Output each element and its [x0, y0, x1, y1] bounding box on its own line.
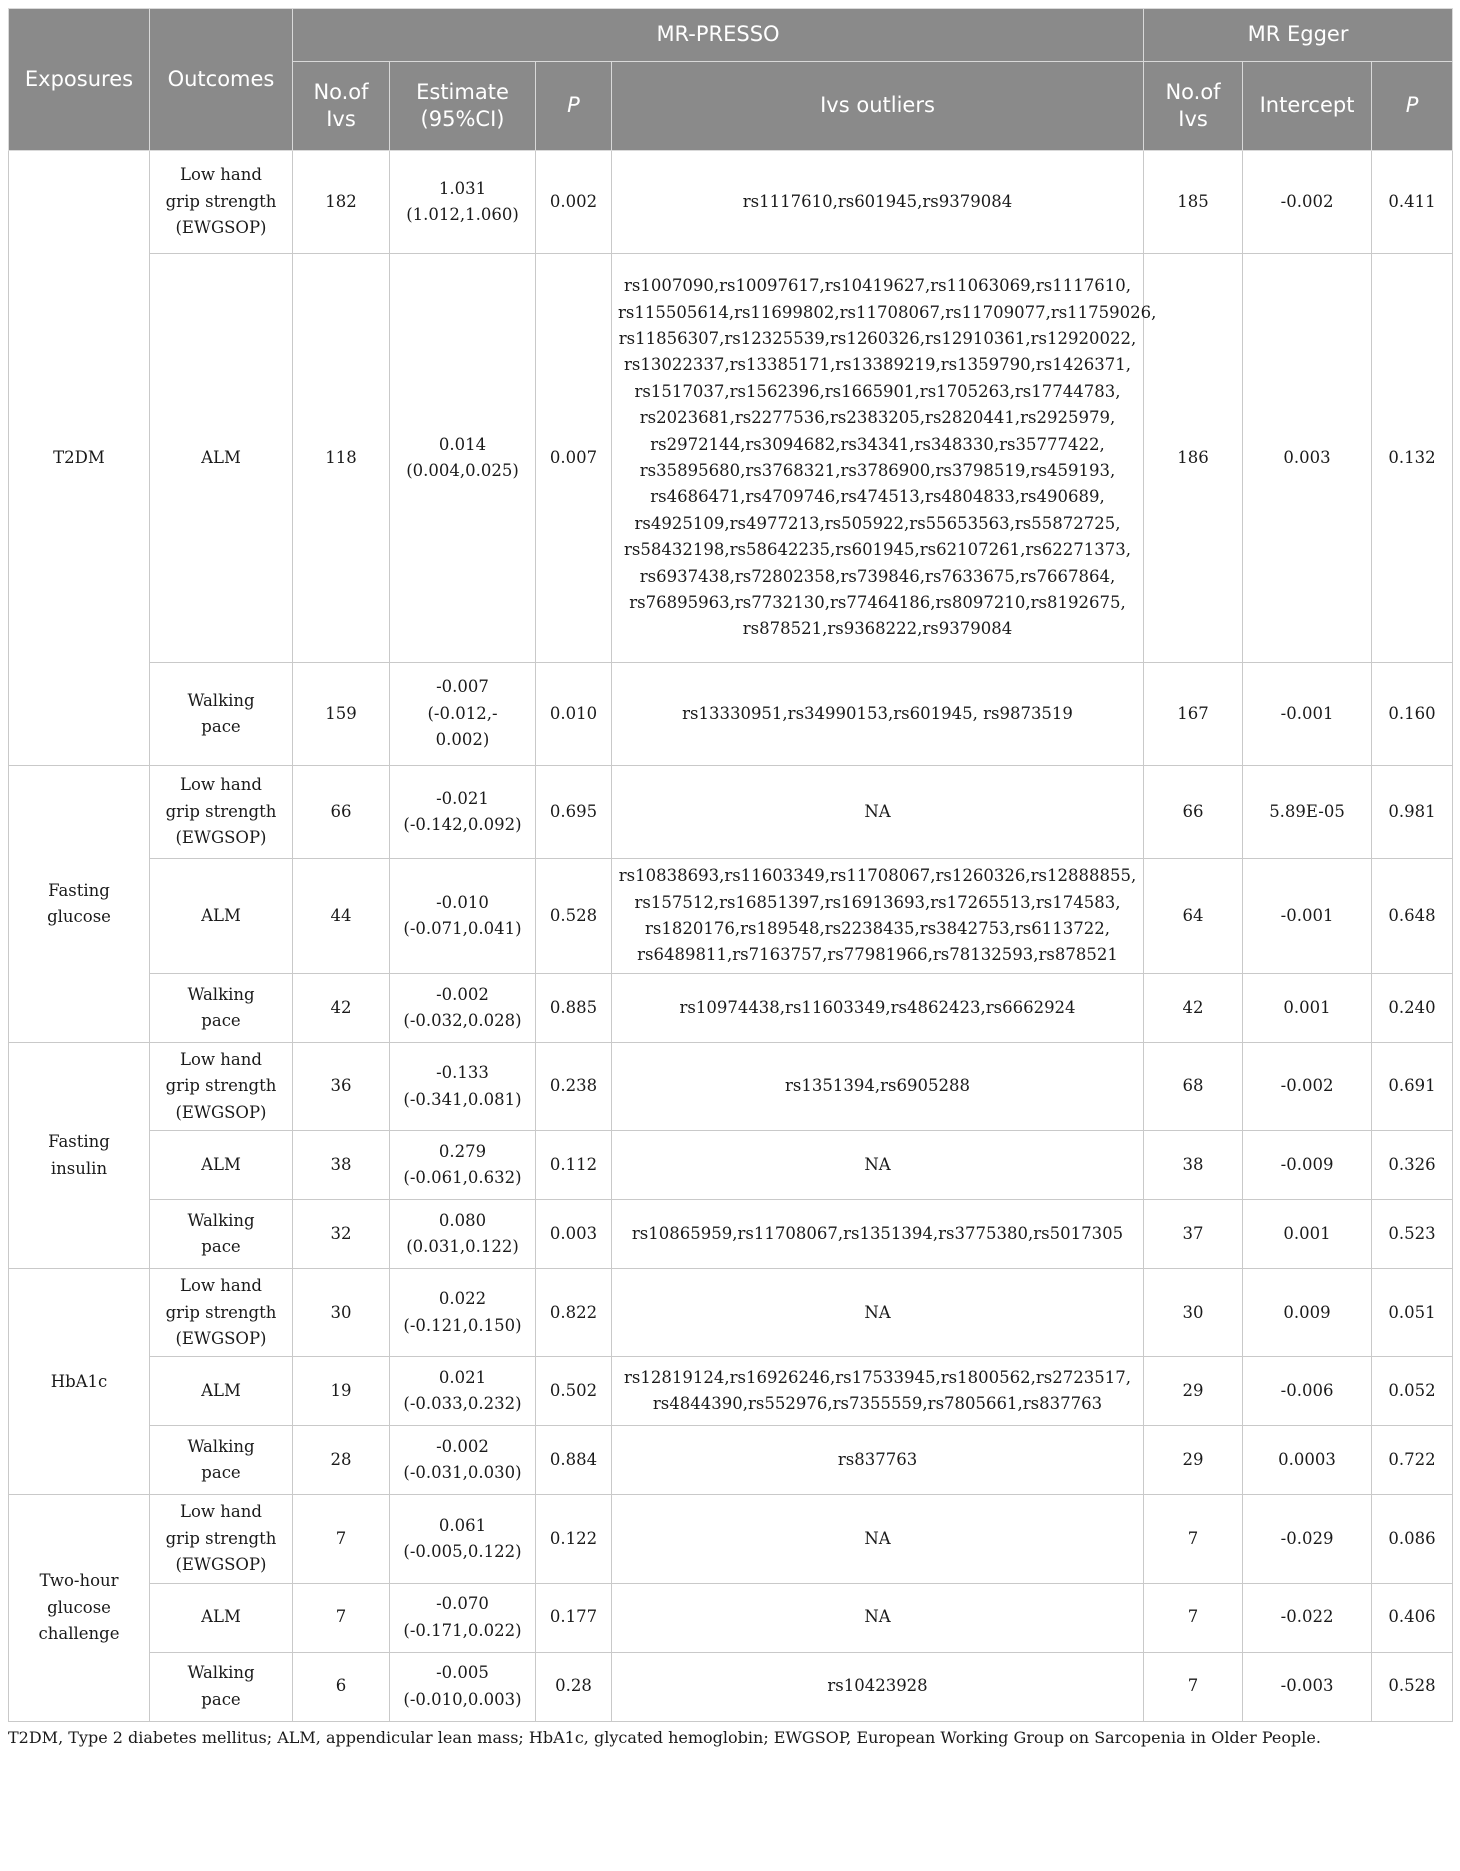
p-cell: 0.695 [536, 766, 612, 859]
p-cell: 0.122 [536, 1495, 612, 1583]
n-ivs-egger-cell: 167 [1144, 663, 1243, 766]
outcome-cell: ALM [150, 1583, 293, 1652]
estimate-cell: 0.022 (-0.121,0.150) [390, 1269, 536, 1357]
estimate-cell: -0.021 (-0.142,0.092) [390, 766, 536, 859]
p-cell: 0.177 [536, 1583, 612, 1652]
estimate-cell: -0.133 (-0.341,0.081) [390, 1043, 536, 1131]
table-body [9, 151, 1453, 1722]
p-egger-cell: 0.326 [1372, 1131, 1453, 1200]
p-egger-cell: 0.052 [1372, 1357, 1453, 1426]
exposure-cell: T2DM [9, 151, 150, 766]
p-cell: 0.010 [536, 663, 612, 766]
p-egger-cell: 0.411 [1372, 151, 1453, 254]
outcome-cell: Walking pace [150, 974, 293, 1043]
outliers-cell: rs1117610,rs601945,rs9379084 [612, 151, 1144, 254]
p-cell: 0.502 [536, 1357, 612, 1426]
intercept-cell: 5.89E-05 [1243, 766, 1372, 859]
table-row [9, 1200, 1453, 1269]
header-estimate: Estimate (95%CI) [390, 62, 536, 151]
n-ivs-cell: 19 [293, 1357, 390, 1426]
header-outcomes: Outcomes [150, 9, 293, 151]
table-row [9, 766, 1453, 859]
outliers-cell: NA [612, 1131, 1144, 1200]
outcome-cell: Walking pace [150, 663, 293, 766]
table-footnote: T2DM, Type 2 diabetes mellitus; ALM, appendicular lean mass; HbA1c, glycated hemoglobin; EWGSOP, European Working Group on Sarcopenia in Older People. [8, 1727, 1321, 1747]
outcome-cell: ALM [150, 859, 293, 974]
n-ivs-cell: 7 [293, 1583, 390, 1652]
p-egger-cell: 0.086 [1372, 1495, 1453, 1583]
estimate-cell: 0.080 (0.031,0.122) [390, 1200, 536, 1269]
n-ivs-egger-cell: 37 [1144, 1200, 1243, 1269]
outcome-cell: Walking pace [150, 1426, 293, 1495]
outliers-cell: rs12819124,rs16926246,rs17533945,rs1800562,rs2723517, rs4844390,rs552976,rs7355559,rs7805661,rs837763 [612, 1357, 1144, 1426]
n-ivs-egger-cell: 7 [1144, 1583, 1243, 1652]
p-cell: 0.112 [536, 1131, 612, 1200]
n-ivs-egger-cell: 30 [1144, 1269, 1243, 1357]
outcome-cell: Low hand grip strength (EWGSOP) [150, 766, 293, 859]
mr-results-table [8, 8, 1453, 1722]
intercept-cell: 0.003 [1243, 254, 1372, 663]
table-row [9, 1131, 1453, 1200]
n-ivs-cell: 30 [293, 1269, 390, 1357]
estimate-cell: -0.010 (-0.071,0.041) [390, 859, 536, 974]
intercept-cell: 0.001 [1243, 1200, 1372, 1269]
outcome-cell: Low hand grip strength (EWGSOP) [150, 1269, 293, 1357]
estimate-cell: -0.005 (-0.010,0.003) [390, 1652, 536, 1721]
table-container [8, 8, 1452, 1748]
n-ivs-egger-cell: 29 [1144, 1357, 1243, 1426]
p-egger-cell: 0.240 [1372, 974, 1453, 1043]
estimate-cell: -0.070 (-0.171,0.022) [390, 1583, 536, 1652]
header-mr-egger: MR Egger [1144, 9, 1453, 62]
n-ivs-egger-cell: 7 [1144, 1652, 1243, 1721]
p-cell: 0.002 [536, 151, 612, 254]
header-exposures: Exposures [9, 9, 150, 151]
n-ivs-egger-cell: 64 [1144, 859, 1243, 974]
n-ivs-egger-cell: 186 [1144, 254, 1243, 663]
outcome-cell: Walking pace [150, 1200, 293, 1269]
n-ivs-cell: 42 [293, 974, 390, 1043]
header-intercept: Intercept [1243, 62, 1372, 151]
table-row [9, 974, 1453, 1043]
n-ivs-cell: 6 [293, 1652, 390, 1721]
outliers-cell: rs1351394,rs6905288 [612, 1043, 1144, 1131]
outcome-cell: ALM [150, 1131, 293, 1200]
n-ivs-egger-cell: 42 [1144, 974, 1243, 1043]
n-ivs-egger-cell: 68 [1144, 1043, 1243, 1131]
table-row [9, 151, 1453, 254]
header-p: P [536, 62, 612, 151]
n-ivs-egger-cell: 7 [1144, 1495, 1243, 1583]
header-p-egger: P [1372, 62, 1453, 151]
estimate-cell: -0.007 (-0.012,- 0.002) [390, 663, 536, 766]
n-ivs-cell: 32 [293, 1200, 390, 1269]
p-egger-cell: 0.981 [1372, 766, 1453, 859]
table-row [9, 859, 1453, 974]
outliers-cell: rs837763 [612, 1426, 1144, 1495]
intercept-cell: -0.002 [1243, 151, 1372, 254]
estimate-cell: 0.279 (-0.061,0.632) [390, 1131, 536, 1200]
p-egger-cell: 0.648 [1372, 859, 1453, 974]
n-ivs-cell: 36 [293, 1043, 390, 1131]
p-egger-cell: 0.132 [1372, 254, 1453, 663]
n-ivs-cell: 44 [293, 859, 390, 974]
outliers-cell: rs10838693,rs11603349,rs11708067,rs1260326,rs12888855, rs157512,rs16851397,rs16913693,rs17265513,rs174583, rs1820176,rs189548,rs2238435,rs3842753,rs6113722, rs6489811,rs7163757,rs77981966,rs78132593,rs878521 [612, 859, 1144, 974]
outcome-cell: Low hand grip strength (EWGSOP) [150, 1043, 293, 1131]
p-egger-cell: 0.722 [1372, 1426, 1453, 1495]
n-ivs-egger-cell: 185 [1144, 151, 1243, 254]
n-ivs-cell: 7 [293, 1495, 390, 1583]
n-ivs-cell: 159 [293, 663, 390, 766]
p-egger-cell: 0.523 [1372, 1200, 1453, 1269]
outliers-cell: NA [612, 1583, 1144, 1652]
p-egger-cell: 0.528 [1372, 1652, 1453, 1721]
outcome-cell: ALM [150, 254, 293, 663]
outliers-cell: rs10423928 [612, 1652, 1144, 1721]
table-row [9, 1043, 1453, 1131]
header-no-ivs: No.of Ivs [293, 62, 390, 151]
intercept-cell: -0.006 [1243, 1357, 1372, 1426]
p-egger-cell: 0.406 [1372, 1583, 1453, 1652]
n-ivs-cell: 118 [293, 254, 390, 663]
exposure-cell: Two-hour glucose challenge [9, 1495, 150, 1721]
table-row [9, 1652, 1453, 1721]
n-ivs-cell: 66 [293, 766, 390, 859]
intercept-cell: -0.029 [1243, 1495, 1372, 1583]
intercept-cell: -0.022 [1243, 1583, 1372, 1652]
n-ivs-egger-cell: 38 [1144, 1131, 1243, 1200]
n-ivs-egger-cell: 66 [1144, 766, 1243, 859]
outliers-cell: rs1007090,rs10097617,rs10419627,rs11063069,rs1117610, rs115505614,rs11699802,rs11708067,rs11709077,rs11759026, rs11856307,rs12325539,rs1260326,rs12910361,rs12920022, rs13022337,rs13385171,rs13389219,rs1359790,rs1426371, rs1517037,rs1562396,rs1665901,rs1705263,rs17744783, rs2023681,rs2277536,rs2383205,rs2820441,rs2925979, rs2972144,rs3094682,rs34341,rs348330,rs35777422, rs35895680,rs3768321,rs3786900,rs3798519,rs459193, rs4686471,rs4709746,rs474513,rs4804833,rs490689, rs4925109,rs4977213,rs505922,rs55653563,rs55872725, rs58432198,rs58642235,rs601945,rs62107261,rs62271373, rs6937438,rs72802358,rs739846,rs7633675,rs7667864, rs76895963,rs7732130,rs77464186,rs8097210,rs8192675, rs878521,rs9368222,rs9379084 [612, 254, 1144, 663]
table-row [9, 663, 1453, 766]
table-row [9, 1426, 1453, 1495]
intercept-cell: 0.0003 [1243, 1426, 1372, 1495]
n-ivs-cell: 182 [293, 151, 390, 254]
p-cell: 0.822 [536, 1269, 612, 1357]
p-cell: 0.238 [536, 1043, 612, 1131]
p-cell: 0.528 [536, 859, 612, 974]
exposure-cell: Fasting glucose [9, 766, 150, 1043]
outliers-cell: rs10974438,rs11603349,rs4862423,rs6662924 [612, 974, 1144, 1043]
estimate-cell: 0.061 (-0.005,0.122) [390, 1495, 536, 1583]
p-egger-cell: 0.160 [1372, 663, 1453, 766]
table-row [9, 254, 1453, 663]
outcome-cell: Low hand grip strength (EWGSOP) [150, 151, 293, 254]
table-row [9, 1583, 1453, 1652]
intercept-cell: -0.001 [1243, 663, 1372, 766]
estimate-cell: 0.021 (-0.033,0.232) [390, 1357, 536, 1426]
p-cell: 0.885 [536, 974, 612, 1043]
outcome-cell: ALM [150, 1357, 293, 1426]
table-header [9, 9, 1453, 151]
outcome-cell: Walking pace [150, 1652, 293, 1721]
outcome-cell: Low hand grip strength (EWGSOP) [150, 1495, 293, 1583]
intercept-cell: -0.001 [1243, 859, 1372, 974]
exposure-cell: Fasting insulin [9, 1043, 150, 1269]
outliers-cell: NA [612, 1495, 1144, 1583]
n-ivs-cell: 38 [293, 1131, 390, 1200]
table-row [9, 1269, 1453, 1357]
n-ivs-egger-cell: 29 [1144, 1426, 1243, 1495]
intercept-cell: -0.002 [1243, 1043, 1372, 1131]
exposure-cell: HbA1c [9, 1269, 150, 1495]
table-row [9, 1357, 1453, 1426]
outliers-cell: rs13330951,rs34990153,rs601945, rs9873519 [612, 663, 1144, 766]
p-egger-cell: 0.691 [1372, 1043, 1453, 1131]
intercept-cell: 0.009 [1243, 1269, 1372, 1357]
p-cell: 0.28 [536, 1652, 612, 1721]
intercept-cell: 0.001 [1243, 974, 1372, 1043]
estimate-cell: -0.002 (-0.032,0.028) [390, 974, 536, 1043]
intercept-cell: -0.003 [1243, 1652, 1372, 1721]
estimate-cell: 1.031 (1.012,1.060) [390, 151, 536, 254]
intercept-cell: -0.009 [1243, 1131, 1372, 1200]
outliers-cell: NA [612, 766, 1144, 859]
p-cell: 0.884 [536, 1426, 612, 1495]
outliers-cell: NA [612, 1269, 1144, 1357]
n-ivs-cell: 28 [293, 1426, 390, 1495]
p-cell: 0.003 [536, 1200, 612, 1269]
header-mr-presso: MR-PRESSO [293, 9, 1144, 62]
outliers-cell: rs10865959,rs11708067,rs1351394,rs3775380,rs5017305 [612, 1200, 1144, 1269]
header-ivs-outliers: Ivs outliers [612, 62, 1144, 151]
estimate-cell: 0.014 (0.004,0.025) [390, 254, 536, 663]
p-cell: 0.007 [536, 254, 612, 663]
estimate-cell: -0.002 (-0.031,0.030) [390, 1426, 536, 1495]
p-egger-cell: 0.051 [1372, 1269, 1453, 1357]
table-row [9, 1495, 1453, 1583]
header-no-ivs-egger: No.of Ivs [1144, 62, 1243, 151]
